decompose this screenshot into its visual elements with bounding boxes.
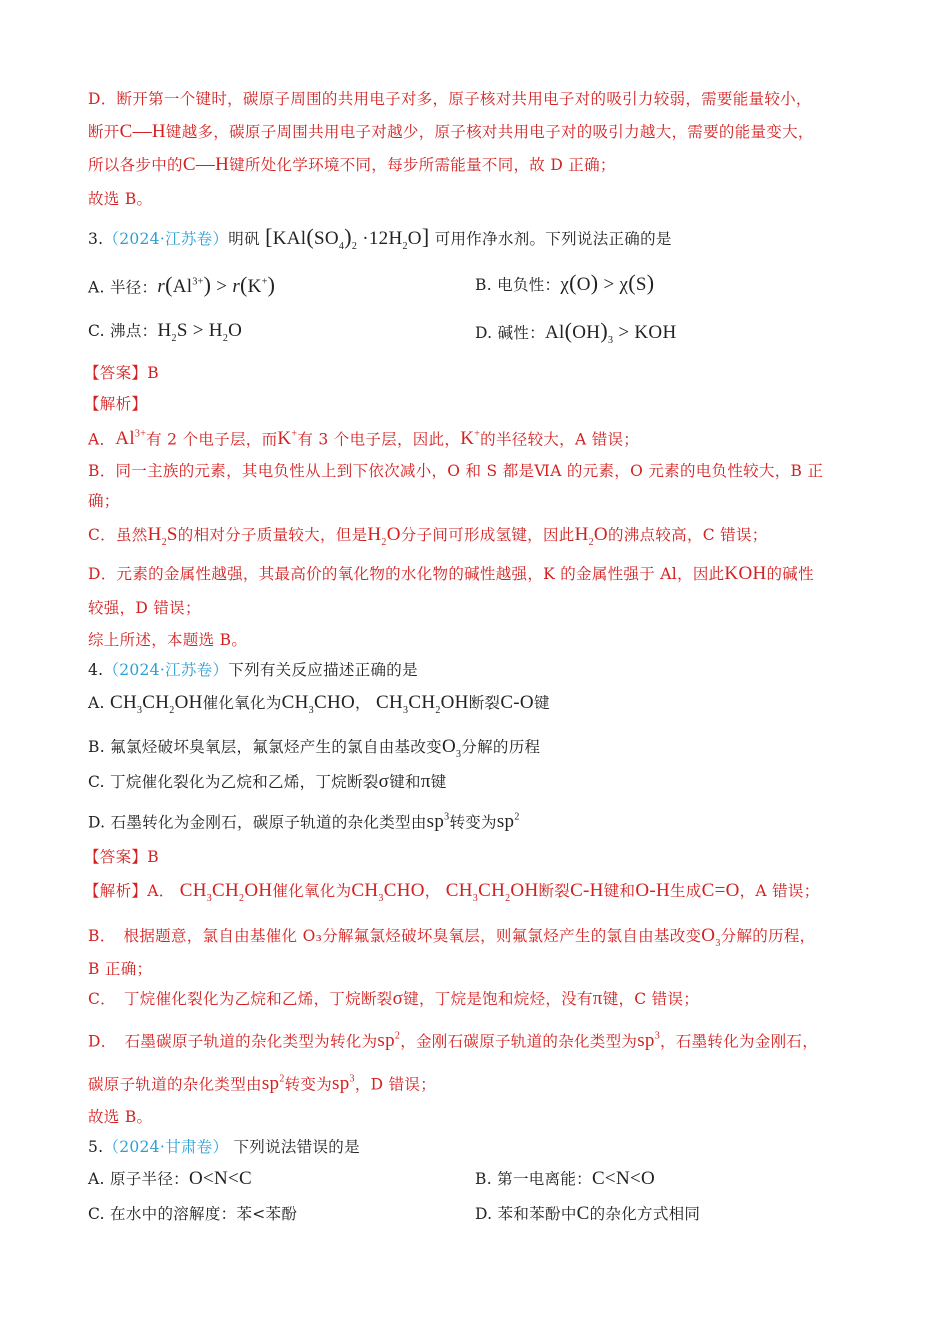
q3-option-d: D. 碱性：$Al(OH)_3$ > KOH	[475, 318, 677, 346]
q4-answer: 【答案】B	[84, 848, 159, 866]
q3-summary: 综上所述，本题选 B。	[88, 631, 248, 649]
q3-expl-c: C．虽然$H_2S$的相对分子质量较大，但是$H_2O$分子间可形成氢键，因此$H_2O$的沸点较高，C 错误；	[88, 524, 768, 548]
q4-option-a: A. $CH_3CH_2OH$催化氧化为$CH_3CHO$， $CH_3CH_2OH$断裂C-O键	[88, 692, 550, 716]
q3-expl-b2: 确；	[88, 492, 120, 510]
q4-stem: 4.（2024·江苏卷）下列有关反应描述正确的是	[88, 661, 418, 679]
q5-option-a: A. 原子半径：O<N<C	[88, 1168, 252, 1189]
q5-option-b: B. 第一电离能：C<N<O	[475, 1168, 655, 1189]
q2-conclusion: 故选 B。	[88, 190, 153, 208]
q4-expl-d2: 碳原子轨道的杂化类型由$sp^2$转变为$sp^3$，D 错误；	[88, 1073, 436, 1095]
q4-option-c: C. 丁烷催化裂化为乙烷和乙烯，丁烷断裂σ键和π键	[88, 771, 447, 792]
q5-option-c: C. 在水中的溶解度：苯<苯酚	[88, 1205, 298, 1223]
q2-d-line2: 断开C—H键越多，碳原子周围共用电子对越少，原子核对共用电子对的吸引力越大，需要的能量变大，	[88, 121, 814, 142]
q5-option-d: D. 苯和苯酚中C的杂化方式相同	[475, 1203, 701, 1224]
q2-d-line3: 所以各步中的C—H键所处化学环境不同，每步所需能量不同，故 D 正确；	[88, 154, 616, 175]
q5-stem: 5.（2024·甘肃卷） 下列说法错误的是	[88, 1138, 360, 1156]
q3-option-b: B. 电负性：χ(O) > χ(S)	[475, 270, 655, 295]
q4-expl-c: C． 丁烷催化裂化为乙烷和乙烯，丁烷断裂σ键，丁烷是饱和烷烃，没有π键，C 错误；	[88, 988, 700, 1009]
q3-answer: 【答案】B	[84, 364, 159, 382]
q3-expl-d: D．元素的金属性越强，其最高价的氧化物的水化物的碱性越强，K 的金属性强于 Al，因此KOH的碱性	[88, 563, 814, 584]
q4-expl-d: D． 石墨碳原子轨道的杂化类型为转化为$sp^2$，金刚石碳原子轨道的杂化类型为$sp^3$，石墨转化为金刚石，	[88, 1030, 819, 1052]
q4-expl-b2: B 正确；	[88, 960, 153, 978]
q3-analysis-label: 【解析】	[84, 395, 148, 413]
q3-option-a: A. 半径：$r(Al^{3+}) > r(K^+)$	[88, 272, 276, 298]
q4-expl-a: 【解析】A． $CH_3CH_2OH$催化氧化为$CH_3CHO$， $CH_3CH_2OH$断裂C-H键和O-H生成C=O，A 错误；	[84, 880, 820, 904]
q3-expl-b: B．同一主族的元素，其电负性从上到下依次减小，O 和 S 都是ⅥA 的元素，O 元素的电负性较大，B 正	[88, 462, 824, 480]
q4-option-d: D. 石墨转化为金刚石，碳原子轨道的杂化类型由$sp^3$转变为$sp^2$	[88, 811, 520, 833]
q3-option-c: C. 沸点：$H_2S > H_2O$	[88, 320, 243, 344]
q4-conclusion: 故选 B。	[88, 1108, 153, 1126]
q4-expl-b: B． 根据题意，氯自由基催化 O₃分解氟氯烃破坏臭氧层，则氟氯烃产生的氯自由基改变$O_3$分解的历程，	[88, 925, 816, 949]
q2-d-line1: D．断开第一个键时，碳原子周围的共用电子对多，原子核对共用电子对的吸引力较弱，需要能量较小，	[88, 90, 812, 108]
q3-stem: 3.（2024·江苏卷）明矾 $[KAl(SO_4)_2 \cdot 12H_2O]$ 可用作净水剂。下列说法正确的是	[88, 224, 672, 252]
q3-expl-a: A．$Al^{3+}$有 2 个电子层，而K+有 3 个电子层，因此，K+的半径较大，A 错误；	[88, 428, 640, 450]
alum-formula: $[KAl(SO_4)_2 \cdot 12H_2O]$	[265, 224, 430, 252]
q3-expl-d2: 较强，D 错误；	[88, 599, 201, 617]
q4-option-b: B. 氟氯烃破坏臭氧层，氟氯烃产生的氯自由基改变$O_3$分解的历程	[88, 736, 541, 760]
